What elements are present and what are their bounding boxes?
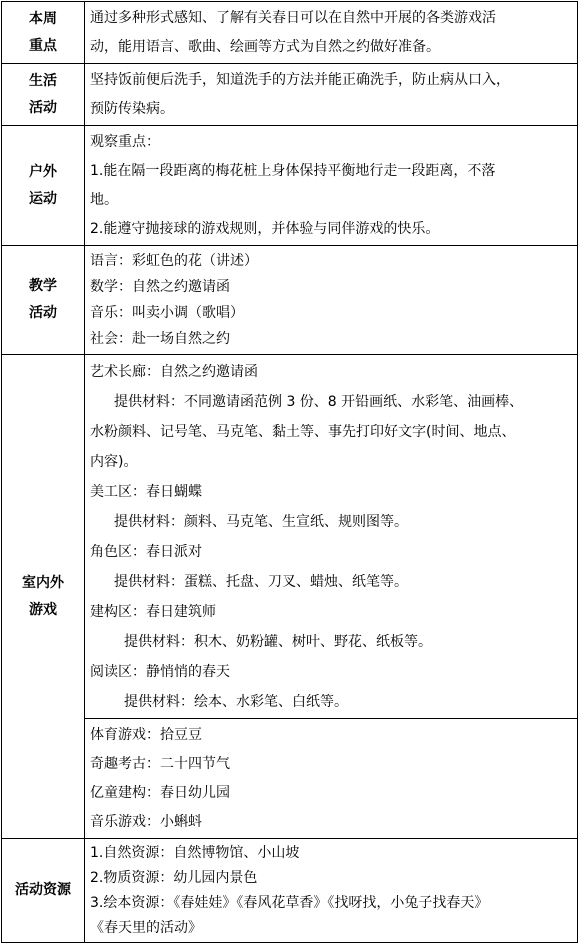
row-games-outdoor [2, 719, 578, 839]
content-life-activities [85, 64, 578, 126]
label-line: 活动资源 [15, 882, 71, 898]
row-games-indoor [2, 355, 578, 719]
content-weekly-focus [85, 2, 578, 64]
text-line: 提供材料：积木、奶粉罐、树叶、野花、纸板等。 [124, 634, 432, 650]
label-line: 活动 [29, 305, 57, 321]
text-line: 2.能遵守抛接球的游戏规则，并体验与同伴游戏的快乐。 [90, 221, 440, 237]
text-line: 1.能在隔一段距离的梅花桩上身体保持平衡地行走一段距离，不落 [90, 163, 496, 179]
text-line: 动，能用语言、歌曲、绘画等方式为自然之约做好准备。 [90, 39, 440, 55]
text-line: 社会：赴一场自然之约 [90, 331, 230, 347]
label-line: 本周 [29, 10, 57, 27]
text-line: 坚持饭前便后洗手，知道洗手的方法并能正确洗手，防止病从口入， [90, 72, 510, 88]
content-games-indoor [85, 355, 578, 719]
text-line: 音乐：叫卖小调（歌唱） [90, 305, 244, 321]
text-line: 数学：自然之约邀请函 [90, 279, 230, 295]
text-line: 提供材料：绘本、水彩笔、白纸等。 [124, 694, 348, 710]
text-line: 观察重点： [90, 134, 160, 150]
text-line: 通过多种形式感知、了解有关春日可以在自然中开展的各类游戏活 [90, 10, 496, 26]
label-line: 生活 [29, 72, 57, 89]
text-line: 预防传染病。 [90, 101, 174, 117]
row-outdoor-sports [2, 126, 578, 246]
text-line: 语言：彩虹色的花（讲述） [90, 253, 258, 269]
text-line: 提供材料：不同邀请函范例 3 份、8 开铅画纸、水彩笔、油画棒、 [114, 394, 524, 410]
text-line: 内容)。 [90, 454, 138, 470]
row-life-activities [2, 64, 578, 126]
text-line: 提供材料：蛋糕、托盘、刀叉、蜡烛、纸笔等。 [114, 574, 408, 590]
text-line: 奇趣考古：二十四节气 [90, 756, 230, 772]
weekly-plan-table [1, 1, 578, 943]
text-line: 2.物质资源：幼儿园内景色 [90, 870, 258, 886]
text-line: 亿童建构：春日幼儿园 [90, 785, 230, 801]
label-teaching-activities [2, 246, 85, 355]
text-line: 美工区：春日蝴蝶 [90, 484, 202, 500]
text-line: 提供材料：颜料、马克笔、生宣纸、规则图等。 [114, 514, 408, 530]
label-line: 活动 [29, 99, 57, 116]
label-outdoor-sports [2, 126, 85, 246]
content-teaching-activities [85, 246, 578, 355]
text-line: 3.绘本资源：《春娃娃》《春风花草香》《找呀找，小兔子找春天》 [90, 895, 489, 911]
label-line: 教学 [29, 278, 57, 294]
label-line: 游戏 [29, 601, 57, 618]
row-teaching-activities [2, 246, 578, 355]
text-line: 地。 [90, 192, 118, 208]
text-line: 艺术长廊：自然之约邀请函 [90, 364, 258, 380]
text-line: 角色区：春日派对 [90, 544, 202, 560]
label-line: 室内外 [22, 574, 64, 591]
text-line: 音乐游戏：小蝌蚪 [90, 814, 202, 830]
label-weekly-focus [2, 2, 85, 64]
text-line: 阅读区：静悄悄的春天 [90, 664, 230, 680]
label-games [2, 355, 85, 839]
text-line: 体育游戏：拾豆豆 [90, 727, 202, 743]
label-line: 户外 [29, 163, 57, 180]
row-weekly-focus [2, 2, 578, 64]
text-line: 水粉颜料、记号笔、马克笔、黏土等、事先打印好文字(时间、地点、 [90, 424, 516, 440]
label-life-activities [2, 64, 85, 126]
label-line: 运动 [29, 190, 57, 207]
text-line: 1.自然资源：自然博物馆、小山坡 [90, 845, 300, 861]
content-games-outdoor [85, 719, 578, 839]
text-line: 建构区：春日建筑师 [90, 604, 216, 620]
content-outdoor-sports [85, 126, 578, 246]
label-line: 重点 [29, 37, 57, 54]
text-line: 《春天里的活动》 [90, 920, 202, 936]
